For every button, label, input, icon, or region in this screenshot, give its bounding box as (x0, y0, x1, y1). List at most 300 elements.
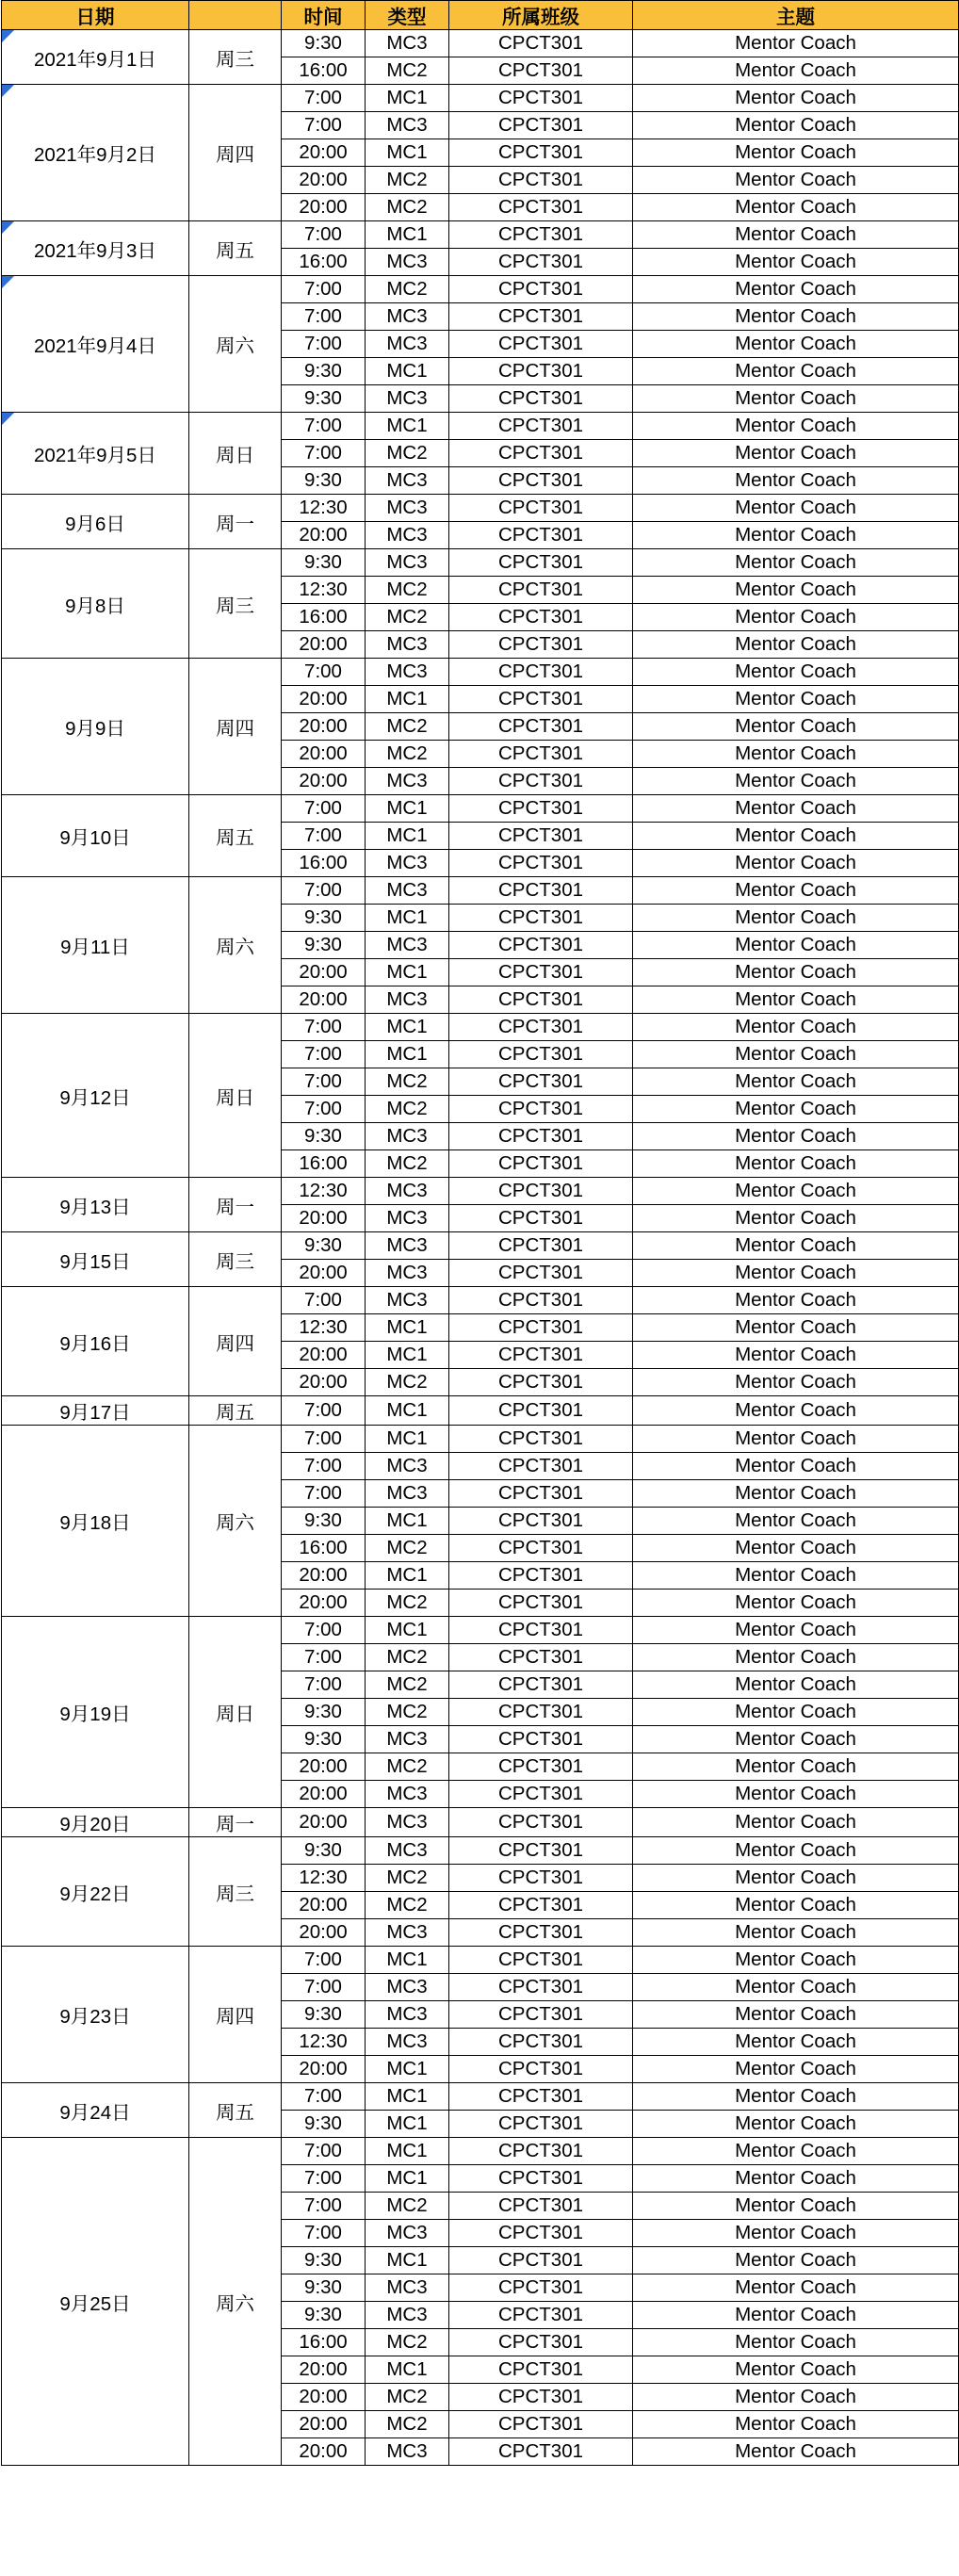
topic-cell: Mentor Coach (633, 1342, 959, 1369)
time-cell: 16:00 (282, 1150, 366, 1178)
topic-cell: Mentor Coach (633, 358, 959, 385)
time-cell: 20:00 (282, 768, 366, 795)
class-cell: CPCT301 (449, 1096, 633, 1123)
table-row (2, 1178, 959, 1205)
date-cell: 9月22日 (2, 1837, 189, 1947)
time-cell: 7:00 (282, 413, 366, 440)
type-cell: MC3 (366, 1974, 449, 2001)
topic-cell: Mentor Coach (633, 2138, 959, 2165)
topic-cell: Mentor Coach (633, 2165, 959, 2193)
class-cell: CPCT301 (449, 1644, 633, 1671)
table-row (2, 1808, 959, 1837)
topic-cell: Mentor Coach (633, 2411, 959, 2438)
table-row (2, 1947, 959, 1974)
class-cell: CPCT301 (449, 1480, 633, 1508)
topic-cell: Mentor Coach (633, 1205, 959, 1232)
class-cell: CPCT301 (449, 1396, 633, 1426)
type-cell: MC3 (366, 2001, 449, 2029)
topic-cell: Mentor Coach (633, 2029, 959, 2056)
class-cell: CPCT301 (449, 2220, 633, 2247)
time-cell: 7:00 (282, 2165, 366, 2193)
time-cell: 20:00 (282, 2411, 366, 2438)
class-cell: CPCT301 (449, 2247, 633, 2274)
type-cell: MC2 (366, 713, 449, 741)
class-cell: CPCT301 (449, 577, 633, 604)
topic-cell: Mentor Coach (633, 686, 959, 713)
type-cell: MC3 (366, 1837, 449, 1865)
topic-cell: Mentor Coach (633, 112, 959, 139)
header-class: 所属班级 (449, 1, 633, 30)
class-cell: CPCT301 (449, 194, 633, 221)
time-cell: 16:00 (282, 2329, 366, 2356)
topic-cell: Mentor Coach (633, 2438, 959, 2466)
topic-cell: Mentor Coach (633, 1508, 959, 1535)
type-cell: MC1 (366, 2165, 449, 2193)
header-type: 类型 (366, 1, 449, 30)
type-cell: MC3 (366, 1919, 449, 1947)
topic-cell: Mentor Coach (633, 1260, 959, 1287)
topic-cell: Mentor Coach (633, 659, 959, 686)
time-cell: 20:00 (282, 1781, 366, 1808)
time-cell: 9:30 (282, 1123, 366, 1150)
weekday-cell: 周六 (189, 877, 282, 1014)
type-cell: MC3 (366, 467, 449, 495)
topic-cell: Mentor Coach (633, 741, 959, 768)
time-cell: 16:00 (282, 604, 366, 631)
time-cell: 9:30 (282, 358, 366, 385)
topic-cell: Mentor Coach (633, 1837, 959, 1865)
time-cell: 7:00 (282, 1014, 366, 1041)
time-cell: 12:30 (282, 577, 366, 604)
time-cell: 9:30 (282, 1508, 366, 1535)
class-cell: CPCT301 (449, 2083, 633, 2111)
weekday-cell: 周五 (189, 221, 282, 276)
class-cell: CPCT301 (449, 905, 633, 932)
class-cell: CPCT301 (449, 1808, 633, 1837)
time-cell: 7:00 (282, 1974, 366, 2001)
time-cell: 7:00 (282, 823, 366, 850)
class-cell: CPCT301 (449, 1014, 633, 1041)
topic-cell: Mentor Coach (633, 2220, 959, 2247)
time-cell: 20:00 (282, 1753, 366, 1781)
date-cell: 9月9日 (2, 659, 189, 795)
topic-cell: Mentor Coach (633, 1699, 959, 1726)
class-cell: CPCT301 (449, 549, 633, 577)
topic-cell: Mentor Coach (633, 905, 959, 932)
header-topic: 主题 (633, 1, 959, 30)
type-cell: MC2 (366, 1644, 449, 1671)
type-cell: MC3 (366, 1260, 449, 1287)
topic-cell: Mentor Coach (633, 139, 959, 167)
table-row (2, 30, 959, 57)
time-cell: 20:00 (282, 713, 366, 741)
class-cell: CPCT301 (449, 522, 633, 549)
weekday-cell: 周日 (189, 413, 282, 495)
class-cell: CPCT301 (449, 1342, 633, 1369)
topic-cell: Mentor Coach (633, 495, 959, 522)
type-cell: MC3 (366, 1123, 449, 1150)
type-cell: MC2 (366, 741, 449, 768)
topic-cell: Mentor Coach (633, 1947, 959, 1974)
time-cell: 7:00 (282, 1947, 366, 1974)
time-cell: 20:00 (282, 1892, 366, 1919)
time-cell: 7:00 (282, 1671, 366, 1699)
topic-cell: Mentor Coach (633, 57, 959, 85)
class-cell: CPCT301 (449, 986, 633, 1014)
header-time: 时间 (282, 1, 366, 30)
weekday-cell: 周六 (189, 276, 282, 413)
topic-cell: Mentor Coach (633, 2274, 959, 2302)
topic-cell: Mentor Coach (633, 1919, 959, 1947)
time-cell: 9:30 (282, 1837, 366, 1865)
time-cell: 9:30 (282, 467, 366, 495)
type-cell: MC3 (366, 1205, 449, 1232)
time-cell: 7:00 (282, 303, 366, 331)
time-cell: 20:00 (282, 167, 366, 194)
header-row (2, 1, 959, 30)
table-row (2, 221, 959, 249)
type-cell: MC1 (366, 2138, 449, 2165)
topic-cell: Mentor Coach (633, 2329, 959, 2356)
class-cell: CPCT301 (449, 795, 633, 823)
class-cell: CPCT301 (449, 1781, 633, 1808)
topic-cell: Mentor Coach (633, 795, 959, 823)
date-cell: 9月20日 (2, 1808, 189, 1837)
class-cell: CPCT301 (449, 1178, 633, 1205)
class-cell: CPCT301 (449, 1562, 633, 1590)
type-cell: MC2 (366, 1590, 449, 1617)
class-cell: CPCT301 (449, 1919, 633, 1947)
topic-cell: Mentor Coach (633, 986, 959, 1014)
weekday-cell: 周日 (189, 1617, 282, 1808)
type-cell: MC3 (366, 659, 449, 686)
time-cell: 7:00 (282, 2220, 366, 2247)
topic-cell: Mentor Coach (633, 577, 959, 604)
type-cell: MC2 (366, 1671, 449, 1699)
class-cell: CPCT301 (449, 467, 633, 495)
time-cell: 20:00 (282, 1342, 366, 1369)
date-cell: 9月19日 (2, 1617, 189, 1808)
type-cell: MC3 (366, 495, 449, 522)
time-cell: 7:00 (282, 1453, 366, 1480)
topic-cell: Mentor Coach (633, 1974, 959, 2001)
table-row (2, 549, 959, 577)
date-cell: 9月18日 (2, 1426, 189, 1617)
class-cell: CPCT301 (449, 1314, 633, 1342)
time-cell: 20:00 (282, 1808, 366, 1837)
class-cell: CPCT301 (449, 2165, 633, 2193)
topic-cell: Mentor Coach (633, 959, 959, 986)
time-cell: 7:00 (282, 112, 366, 139)
type-cell: MC1 (366, 2056, 449, 2083)
topic-cell: Mentor Coach (633, 194, 959, 221)
time-cell: 9:30 (282, 2274, 366, 2302)
type-cell: MC1 (366, 1426, 449, 1453)
class-cell: CPCT301 (449, 57, 633, 85)
time-cell: 20:00 (282, 2438, 366, 2466)
topic-cell: Mentor Coach (633, 2083, 959, 2111)
class-cell: CPCT301 (449, 1865, 633, 1892)
class-cell: CPCT301 (449, 604, 633, 631)
type-cell: MC3 (366, 1178, 449, 1205)
topic-cell: Mentor Coach (633, 1590, 959, 1617)
topic-cell: Mentor Coach (633, 221, 959, 249)
weekday-cell: 周三 (189, 549, 282, 659)
topic-cell: Mentor Coach (633, 276, 959, 303)
class-cell: CPCT301 (449, 823, 633, 850)
topic-cell: Mentor Coach (633, 413, 959, 440)
table-row (2, 2138, 959, 2165)
type-cell: MC2 (366, 2329, 449, 2356)
class-cell: CPCT301 (449, 1892, 633, 1919)
time-cell: 7:00 (282, 1068, 366, 1096)
time-cell: 9:30 (282, 1726, 366, 1753)
type-cell: MC1 (366, 1014, 449, 1041)
class-cell: CPCT301 (449, 1150, 633, 1178)
time-cell: 20:00 (282, 741, 366, 768)
table-row (2, 1396, 959, 1426)
weekday-cell: 周四 (189, 1947, 282, 2083)
class-cell: CPCT301 (449, 331, 633, 358)
class-cell: CPCT301 (449, 1426, 633, 1453)
class-cell: CPCT301 (449, 1671, 633, 1699)
time-cell: 7:00 (282, 440, 366, 467)
table-row (2, 1837, 959, 1865)
type-cell: MC3 (366, 631, 449, 659)
time-cell: 9:30 (282, 2111, 366, 2138)
type-cell: MC3 (366, 1726, 449, 1753)
topic-cell: Mentor Coach (633, 2356, 959, 2384)
class-cell: CPCT301 (449, 2384, 633, 2411)
date-cell: 9月23日 (2, 1947, 189, 2083)
type-cell: MC2 (366, 1535, 449, 1562)
weekday-cell: 周四 (189, 1287, 282, 1396)
date-cell: 9月13日 (2, 1178, 189, 1232)
time-cell: 20:00 (282, 139, 366, 167)
date-cell: 9月17日 (2, 1396, 189, 1426)
table-row (2, 1617, 959, 1644)
weekday-cell: 周一 (189, 1808, 282, 1837)
class-cell: CPCT301 (449, 2329, 633, 2356)
type-cell: MC3 (366, 986, 449, 1014)
type-cell: MC3 (366, 385, 449, 413)
type-cell: MC1 (366, 2083, 449, 2111)
class-cell: CPCT301 (449, 2302, 633, 2329)
topic-cell: Mentor Coach (633, 2384, 959, 2411)
time-cell: 12:30 (282, 1314, 366, 1342)
topic-cell: Mentor Coach (633, 1150, 959, 1178)
class-cell: CPCT301 (449, 1753, 633, 1781)
topic-cell: Mentor Coach (633, 1535, 959, 1562)
topic-cell: Mentor Coach (633, 385, 959, 413)
topic-cell: Mentor Coach (633, 1287, 959, 1314)
class-cell: CPCT301 (449, 249, 633, 276)
type-cell: MC3 (366, 768, 449, 795)
class-cell: CPCT301 (449, 1947, 633, 1974)
time-cell: 12:30 (282, 2029, 366, 2056)
class-cell: CPCT301 (449, 1974, 633, 2001)
topic-cell: Mentor Coach (633, 1617, 959, 1644)
class-cell: CPCT301 (449, 1617, 633, 1644)
topic-cell: Mentor Coach (633, 1096, 959, 1123)
class-cell: CPCT301 (449, 1837, 633, 1865)
topic-cell: Mentor Coach (633, 440, 959, 467)
time-cell: 16:00 (282, 249, 366, 276)
topic-cell: Mentor Coach (633, 1644, 959, 1671)
weekday-cell: 周五 (189, 1396, 282, 1426)
type-cell: MC2 (366, 2411, 449, 2438)
type-cell: MC2 (366, 1096, 449, 1123)
time-cell: 12:30 (282, 1865, 366, 1892)
time-cell: 7:00 (282, 331, 366, 358)
time-cell: 12:30 (282, 1178, 366, 1205)
class-cell: CPCT301 (449, 303, 633, 331)
class-cell: CPCT301 (449, 2056, 633, 2083)
class-cell: CPCT301 (449, 850, 633, 877)
time-cell: 20:00 (282, 1919, 366, 1947)
time-cell: 20:00 (282, 1205, 366, 1232)
type-cell: MC3 (366, 549, 449, 577)
time-cell: 7:00 (282, 85, 366, 112)
schedule-table (1, 0, 959, 2466)
date-cell: 9月10日 (2, 795, 189, 877)
type-cell: MC1 (366, 85, 449, 112)
class-cell: CPCT301 (449, 1287, 633, 1314)
type-cell: MC1 (366, 139, 449, 167)
time-cell: 20:00 (282, 2384, 366, 2411)
class-cell: CPCT301 (449, 2274, 633, 2302)
time-cell: 7:00 (282, 1096, 366, 1123)
type-cell: MC1 (366, 1396, 449, 1426)
type-cell: MC3 (366, 303, 449, 331)
topic-cell: Mentor Coach (633, 1781, 959, 1808)
class-cell: CPCT301 (449, 85, 633, 112)
topic-cell: Mentor Coach (633, 1314, 959, 1342)
type-cell: MC1 (366, 1314, 449, 1342)
time-cell: 7:00 (282, 276, 366, 303)
class-cell: CPCT301 (449, 877, 633, 905)
class-cell: CPCT301 (449, 2029, 633, 2056)
type-cell: MC2 (366, 604, 449, 631)
class-cell: CPCT301 (449, 768, 633, 795)
type-cell: MC3 (366, 1287, 449, 1314)
type-cell: MC3 (366, 1453, 449, 1480)
type-cell: MC2 (366, 1865, 449, 1892)
type-cell: MC3 (366, 1808, 449, 1837)
topic-cell: Mentor Coach (633, 1068, 959, 1096)
type-cell: MC1 (366, 823, 449, 850)
date-cell: 9月12日 (2, 1014, 189, 1178)
topic-cell: Mentor Coach (633, 1808, 959, 1837)
time-cell: 20:00 (282, 1260, 366, 1287)
time-cell: 7:00 (282, 659, 366, 686)
time-cell: 20:00 (282, 686, 366, 713)
weekday-cell: 周三 (189, 1232, 282, 1287)
time-cell: 20:00 (282, 522, 366, 549)
class-cell: CPCT301 (449, 358, 633, 385)
topic-cell: Mentor Coach (633, 2001, 959, 2029)
date-cell: 9月25日 (2, 2138, 189, 2466)
topic-cell: Mentor Coach (633, 713, 959, 741)
type-cell: MC2 (366, 2193, 449, 2220)
weekday-cell: 周五 (189, 795, 282, 877)
time-cell: 9:30 (282, 549, 366, 577)
class-cell: CPCT301 (449, 440, 633, 467)
time-cell: 7:00 (282, 2138, 366, 2165)
type-cell: MC3 (366, 1480, 449, 1508)
schedule-body (2, 30, 959, 2466)
time-cell: 20:00 (282, 1369, 366, 1396)
table-row (2, 795, 959, 823)
type-cell: MC1 (366, 2247, 449, 2274)
time-cell: 7:00 (282, 1041, 366, 1068)
topic-cell: Mentor Coach (633, 1753, 959, 1781)
time-cell: 9:30 (282, 932, 366, 959)
topic-cell: Mentor Coach (633, 1726, 959, 1753)
time-cell: 9:30 (282, 1232, 366, 1260)
date-cell: 9月6日 (2, 495, 189, 549)
weekday-cell: 周五 (189, 2083, 282, 2138)
class-cell: CPCT301 (449, 1205, 633, 1232)
type-cell: MC2 (366, 2384, 449, 2411)
time-cell: 20:00 (282, 194, 366, 221)
time-cell: 7:00 (282, 1396, 366, 1426)
weekday-cell: 周一 (189, 1178, 282, 1232)
topic-cell: Mentor Coach (633, 85, 959, 112)
type-cell: MC1 (366, 358, 449, 385)
topic-cell: Mentor Coach (633, 167, 959, 194)
topic-cell: Mentor Coach (633, 30, 959, 57)
type-cell: MC1 (366, 959, 449, 986)
class-cell: CPCT301 (449, 1590, 633, 1617)
topic-cell: Mentor Coach (633, 2247, 959, 2274)
class-cell: CPCT301 (449, 1041, 633, 1068)
type-cell: MC1 (366, 1562, 449, 1590)
topic-cell: Mentor Coach (633, 631, 959, 659)
class-cell: CPCT301 (449, 30, 633, 57)
type-cell: MC2 (366, 1753, 449, 1781)
topic-cell: Mentor Coach (633, 1453, 959, 1480)
date-cell: 9月16日 (2, 1287, 189, 1396)
class-cell: CPCT301 (449, 1535, 633, 1562)
weekday-cell: 周三 (189, 30, 282, 85)
table-row (2, 1426, 959, 1453)
table-row (2, 1287, 959, 1314)
date-cell: 2021年9月3日 (2, 221, 189, 276)
topic-cell: Mentor Coach (633, 1232, 959, 1260)
topic-cell: Mentor Coach (633, 467, 959, 495)
time-cell: 7:00 (282, 2083, 366, 2111)
table-row (2, 276, 959, 303)
topic-cell: Mentor Coach (633, 1014, 959, 1041)
type-cell: MC1 (366, 1947, 449, 1974)
type-cell: MC1 (366, 2356, 449, 2384)
time-cell: 20:00 (282, 1562, 366, 1590)
class-cell: CPCT301 (449, 2411, 633, 2438)
time-cell: 7:00 (282, 1287, 366, 1314)
topic-cell: Mentor Coach (633, 303, 959, 331)
topic-cell: Mentor Coach (633, 1369, 959, 1396)
class-cell: CPCT301 (449, 1453, 633, 1480)
class-cell: CPCT301 (449, 2138, 633, 2165)
time-cell: 20:00 (282, 2056, 366, 2083)
type-cell: MC2 (366, 57, 449, 85)
topic-cell: Mentor Coach (633, 1123, 959, 1150)
table-row (2, 877, 959, 905)
type-cell: MC1 (366, 1617, 449, 1644)
time-cell: 7:00 (282, 1644, 366, 1671)
topic-cell: Mentor Coach (633, 1892, 959, 1919)
